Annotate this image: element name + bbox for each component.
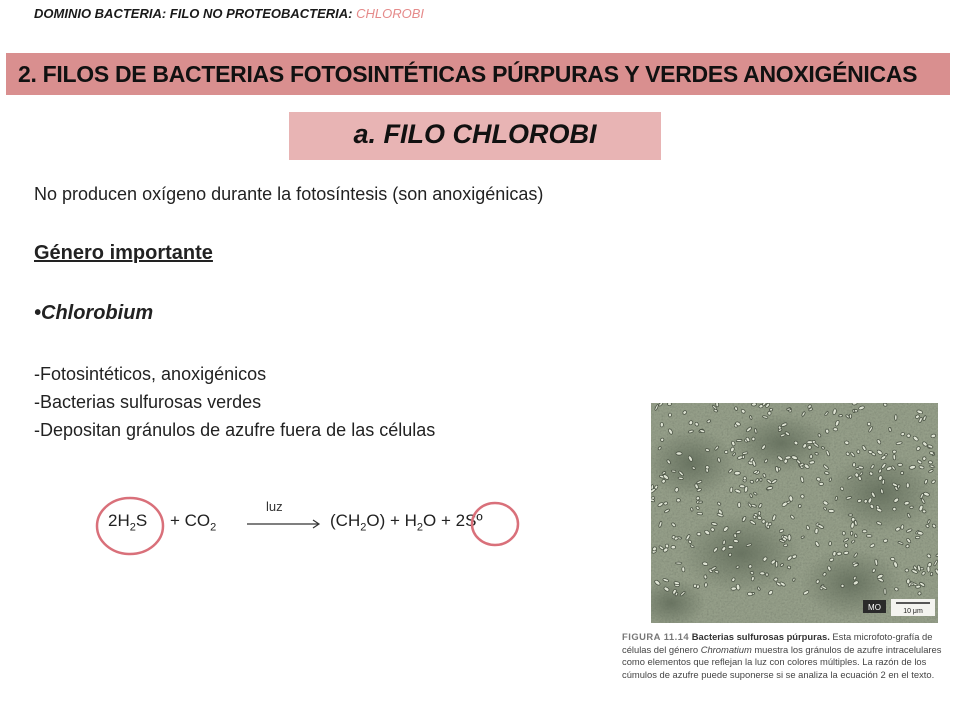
bacterium-cell [884, 588, 886, 594]
bacterium-cell [671, 546, 676, 549]
bacterium-cell [787, 408, 791, 410]
header-accent: CHLOROBI [356, 6, 425, 21]
highlight-circle-icon [468, 499, 522, 549]
intro-text: No producen oxígeno durante la fotosíntesis (son anoxigénicas) [34, 184, 544, 204]
genus-name: •Chlorobium [34, 302, 154, 324]
genus-heading: Género importante [34, 242, 213, 264]
bacterium-cell [769, 408, 773, 411]
bacterium-cell [734, 471, 740, 475]
bacterium-cell [690, 507, 693, 511]
bacterium-cell [857, 450, 861, 454]
bacterium-cell [901, 471, 904, 475]
bacterium-cell [731, 587, 737, 591]
bacterium-cell [676, 498, 681, 502]
title-bar [6, 53, 950, 95]
eq-text: 2H [108, 511, 130, 530]
bacterium-cell [752, 437, 756, 441]
eq-sub: 2 [210, 521, 217, 534]
bacterium-cell [825, 429, 829, 434]
bacterium-cell [839, 414, 843, 417]
bacterium-cell [699, 501, 703, 503]
bacterium-cell [849, 414, 851, 418]
eq-sub: 2 [129, 521, 136, 534]
bacterium-cell [922, 510, 926, 514]
bacterium-cell [760, 478, 762, 481]
caption-text: Esta microfoto-grafía de células del género [622, 631, 933, 655]
equation-reactant-co2 [170, 511, 216, 533]
bacterium-cell [750, 571, 754, 574]
figure-caption [622, 631, 944, 681]
bacterium-cell [750, 480, 754, 483]
bacterium-cell [930, 572, 933, 576]
bacterium-cell [704, 583, 707, 588]
bacterium-cell [676, 452, 682, 456]
bacterium-cell [852, 463, 855, 467]
bacterium-cell [668, 413, 671, 417]
bacterium-cell [807, 445, 812, 450]
bacterium-cell [850, 531, 853, 535]
bacterium-cell [898, 463, 903, 466]
bacterium-cell [892, 450, 896, 453]
bacterium-cell [693, 584, 696, 588]
bacterium-cell [682, 567, 686, 572]
caption-figure-number: FIGURA 11.14 [622, 631, 690, 642]
bacterium-cell [882, 479, 885, 484]
bacterium-cell [768, 411, 771, 415]
bacterium-cell [833, 427, 838, 431]
micrograph-image [651, 403, 938, 623]
bacterium-cell [747, 592, 752, 596]
bacterium-cell [807, 441, 813, 444]
bacterium-cell [844, 543, 848, 547]
bacterium-cell [730, 487, 734, 493]
eq-text: O) + H [366, 511, 417, 530]
bacterium-cell [775, 561, 777, 567]
slide-subtitle: a. FILO CHLOROBI [353, 119, 597, 149]
bacterium-cell [733, 533, 736, 537]
bacterium-cell [671, 470, 676, 473]
bacterium-cell [895, 415, 898, 421]
bacterium-cell [837, 552, 842, 556]
bacterium-cell [788, 534, 792, 541]
subtitle-bar [289, 112, 661, 160]
bacterium-cell [767, 525, 770, 529]
bacterium-cell [660, 422, 663, 427]
bacterium-cell [761, 519, 765, 523]
bacterium-cell [667, 403, 671, 406]
reaction-arrow-icon [246, 518, 322, 530]
bacterium-cell [819, 482, 824, 485]
bacterium-cell [766, 573, 769, 577]
micrograph-scale-label: 10 μm [903, 608, 923, 615]
bacterium-cell [927, 566, 931, 572]
eq-sub: 2 [416, 521, 424, 534]
bacterium-cell [905, 569, 909, 572]
eq-text: + CO [170, 511, 211, 530]
bacterium-cell [843, 551, 848, 555]
eq-text: 2Sº [455, 511, 483, 530]
bacterium-cell [893, 454, 896, 460]
bacterium-cell [760, 572, 765, 575]
caption-genus: Chromatium [700, 643, 752, 655]
bacterium-cell [862, 530, 867, 533]
header-prefix: DOMINIO BACTERIA: FILO NO PROTEOBACTERIA: [34, 6, 357, 21]
arrow-label: luz [266, 499, 283, 514]
slide-title: 2. FILOS DE BACTERIAS FOTOSINTÉTICAS PÚRPURAS Y VERDES ANOXIGÉNICAS [18, 61, 918, 87]
bacterium-cell [928, 460, 933, 464]
slide-header [34, 6, 424, 21]
bacterium-cell [715, 403, 718, 407]
bacterium-cell [915, 536, 920, 539]
highlight-circle-icon [94, 495, 166, 559]
bacterium-cell [867, 422, 871, 426]
equation-products [330, 511, 483, 533]
bacterium-cell [810, 455, 813, 459]
eq-text: O + [423, 511, 456, 530]
bacterium-cell [678, 477, 683, 480]
bacterium-cell [723, 540, 726, 545]
bacterium-cell [697, 532, 701, 536]
bacterium-cell [814, 528, 818, 534]
bacterium-cell [736, 439, 742, 442]
bacterium-cell [842, 531, 846, 535]
bacterium-cell [824, 471, 829, 474]
bacterium-cell [910, 506, 914, 509]
micrograph-mo-label: MO [868, 603, 881, 612]
bacterium-cell [906, 483, 909, 488]
bacterium-cell [866, 535, 872, 538]
eq-text: (CH [330, 511, 361, 530]
bacterium-cell [828, 509, 834, 512]
bacterium-cell [739, 485, 745, 488]
bacterium-cell [848, 514, 852, 516]
caption-title: Bacterias sulfurosas púrpuras. [691, 631, 830, 642]
bacterium-cell [697, 512, 703, 515]
bacterium-cell [798, 504, 802, 508]
bacterium-cell [676, 562, 682, 564]
bacterium-cell [774, 578, 779, 582]
bacterium-cell [829, 541, 832, 545]
bacterium-cell [815, 452, 819, 455]
bacterium-cell [751, 403, 756, 406]
bacterium-cell [854, 410, 858, 413]
bacterium-cell [665, 544, 669, 548]
caption-text: muestra los gránulos de azufre intracelulares como elementos que reflejan la luz con colores múltiples. La razón de los cúmulos de azufre puede suponerse si se analiza la ecuación 2 en el texto. [622, 643, 942, 680]
bacterium-cell [736, 530, 741, 533]
bacterium-cell [728, 546, 733, 549]
feature-item: -Fotosintéticos, anoxigénicos [34, 364, 267, 384]
bacterium-cell [758, 511, 761, 515]
feature-item: -Bacterias sulfurosas verdes [34, 392, 262, 412]
eq-text: S [135, 511, 148, 530]
bacterium-cell [738, 502, 741, 507]
eq-sub: 2 [360, 521, 367, 534]
bacterium-cell [883, 539, 888, 543]
feature-item: -Depositan gránulos de azufre fuera de las células [34, 420, 436, 440]
